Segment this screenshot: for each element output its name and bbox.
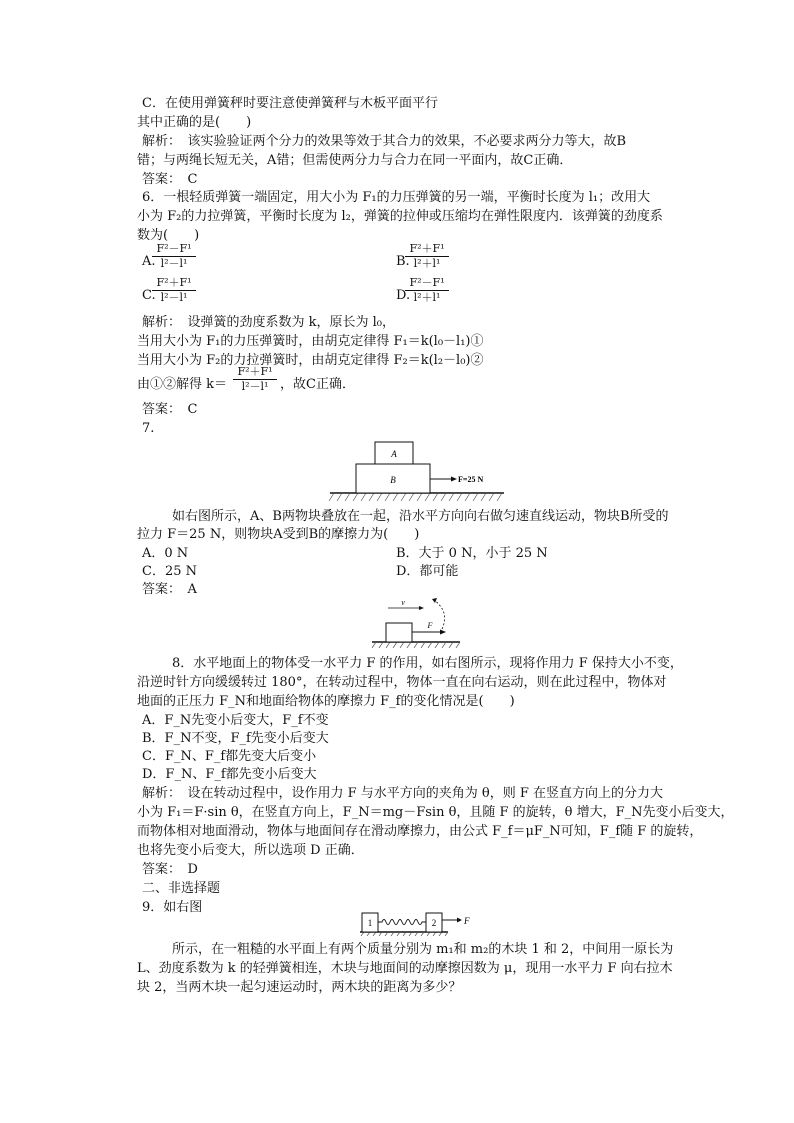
q9-block-1-label: 1 bbox=[367, 918, 373, 928]
q8-option-c: C．F_N、F_f都先变大后变小 bbox=[142, 749, 317, 764]
q7-option-a: A．0 N bbox=[142, 546, 189, 561]
answer8: 答案： D bbox=[142, 862, 198, 877]
q6-option-a-den: l²－l¹ bbox=[160, 257, 188, 270]
q8-line1: 8．水平地面上的物体受一水平力 F 的作用，如右图所示，现将作用力 F 保持大小不变， bbox=[172, 656, 683, 671]
q9-force-head bbox=[457, 918, 462, 923]
q6-option-d-letter: D. bbox=[396, 288, 411, 303]
q9-spring bbox=[378, 920, 426, 925]
q6-option-c-den: l²－l¹ bbox=[160, 291, 188, 304]
c-option-line: C．在使用弹簧秤时要注意使弹簧秤与木板平面平行 bbox=[142, 96, 438, 111]
q6-option-c-num: F²＋F¹ bbox=[152, 277, 196, 291]
q8-rotation-arc bbox=[434, 600, 445, 629]
analysis6-k-num: F²＋F¹ bbox=[233, 366, 277, 380]
q6-option-b-letter: B. bbox=[396, 254, 410, 269]
analysis8-line2: 小为 F₁＝F·sin θ，在竖直方向上，F_N＝mg－Fsin θ，且随 F 的旋转，θ 增大，F_N先变小后变大， bbox=[137, 805, 734, 820]
q8-line3: 地面的正压力 F_N和地面给物体的摩擦力 F_f的变化情况是( ) bbox=[137, 694, 515, 709]
analysis8-line1: 解析： 设在转动过程中，设作用力 F 与水平方向的夹角为 θ，则 F 在竖直方向上的分力大 bbox=[142, 786, 664, 801]
q6-option-d-num: F²－F¹ bbox=[405, 277, 449, 291]
analysis5-line1: 解析： 该实验验证两个分力的效果等效于其合力的效果，不必要求两分力等大，故B bbox=[142, 134, 627, 149]
q8-velocity-head bbox=[419, 606, 424, 610]
q6-line1: 6．一根轻质弹簧一端固定，用大小为 F₁的力压弹簧的另一端，平衡时长度为 l₁；改用大 bbox=[142, 190, 651, 205]
analysis6-line1: 解析： 设弹簧的劲度系数为 k，原长为 l₀， bbox=[142, 315, 396, 330]
q8-ground-hatch bbox=[372, 642, 460, 648]
answer5: 答案： C bbox=[142, 172, 198, 187]
answer6: 答案： C bbox=[142, 402, 198, 417]
q6-option-b-num: F²＋F¹ bbox=[405, 243, 449, 257]
analysis6-line3: 当用大小为 F₂的力拉弹簧时，由胡克定律得 F₂＝k(l₂－l₀)② bbox=[137, 353, 484, 368]
q7-option-b: B．大于 0 N，小于 25 N bbox=[396, 546, 548, 561]
q9-line2: 所示，在一粗糙的水平面上有两个质量分别为 m₁和 m₂的木块 1 和 2，中间用一原长为 bbox=[172, 942, 674, 957]
q8-force-label: F bbox=[427, 621, 433, 630]
q9-block-2-label: 2 bbox=[431, 918, 437, 928]
answer7: 答案： A bbox=[142, 582, 197, 597]
q9-line3: L、劲度系数为 k 的轻弹簧相连，木块与地面间的动摩擦因数为 μ，现用一水平力 F 向右拉木 bbox=[137, 961, 673, 976]
q6-option-c-fraction bbox=[152, 277, 196, 304]
analysis6-line4-start: 由①②解得 k＝ bbox=[137, 377, 228, 392]
q7-line1: 如右图所示，A、B两物块叠放在一起，沿水平方向向右做匀速直线运动，物块B所受的 bbox=[172, 509, 669, 524]
q6-line3: 数为( ) bbox=[137, 228, 200, 243]
q6-line2: 小为 F₂的力拉弹簧，平衡时长度为 l₂，弹簧的拉伸或压缩均在弹性限度内．该弹簧的劲度系 bbox=[137, 209, 663, 224]
q6-option-b-den: l²＋l¹ bbox=[413, 257, 441, 270]
q7-label-b: B bbox=[390, 475, 396, 485]
analysis5-line2: 错；与两绳长短无关，A错；但需使两分力与合力在同一平面内，故C正确． bbox=[137, 153, 573, 168]
q7-figure bbox=[326, 436, 516, 506]
which-correct-line: 其中正确的是( ) bbox=[137, 115, 252, 130]
q7-number: 7. bbox=[142, 421, 155, 436]
q6-option-a-num: F²－F¹ bbox=[152, 243, 196, 257]
q8-figure bbox=[366, 596, 466, 648]
q7-line2: 拉力 F＝25 N，则物块A受到B的摩擦力为( ) bbox=[137, 527, 420, 542]
q9-force-label: F bbox=[464, 916, 470, 926]
q7-ground-hatch bbox=[329, 493, 502, 501]
q8-option-b: B．F_N不变，F_f先变小后变大 bbox=[142, 731, 329, 746]
q6-option-d-den: l²＋l¹ bbox=[413, 291, 441, 304]
q6-option-b-fraction bbox=[405, 243, 449, 270]
analysis6-k-den: l²－l¹ bbox=[241, 380, 269, 393]
q7-label-a: A bbox=[391, 449, 397, 459]
q6-option-a-letter: A. bbox=[142, 254, 156, 269]
q8-force-head bbox=[440, 630, 446, 635]
analysis6-k-fraction bbox=[233, 366, 277, 393]
analysis8-line4: 也将先变小后变大，所以选项 D 正确． bbox=[137, 843, 364, 858]
analysis6-line2: 当用大小为 F₁的力压弹簧时，由胡克定律得 F₁＝k(l₀－l₁)① bbox=[137, 334, 484, 349]
q9-line1: 9．如右图 bbox=[142, 900, 203, 915]
q6-option-a-fraction bbox=[152, 243, 196, 270]
q9-line4: 块 2，当两木块一起匀速运动时，两木块的距离为多少？ bbox=[137, 980, 462, 995]
analysis6-line4-end: ，故C正确． bbox=[280, 377, 355, 392]
section-heading: 二、非选择题 bbox=[142, 881, 221, 896]
q7-option-d: D．都可能 bbox=[396, 564, 459, 579]
q8-velocity-label: v bbox=[401, 598, 405, 607]
analysis8-line3: 而物体相对地面滑动，物体与地面间存在滑动摩擦力，由公式 F_f＝μF_N可知，F_f随 F 的旋转， bbox=[137, 824, 703, 839]
q8-option-a: A．F_N先变小后变大，F_f不变 bbox=[142, 713, 329, 728]
q8-block bbox=[386, 623, 412, 642]
q6-option-c-letter: C. bbox=[142, 288, 156, 303]
q8-option-d: D．F_N、F_f都先变小后变大 bbox=[142, 767, 317, 782]
q6-option-d-fraction bbox=[405, 277, 449, 304]
q7-option-c: C．25 N bbox=[142, 564, 197, 579]
q8-line2: 沿逆时针方向缓缓转过 180°，在转动过程中，物体一直在向右运动，则在此过程中，物体对 bbox=[137, 675, 667, 690]
q7-arrow-head bbox=[451, 477, 457, 482]
q9-figure bbox=[358, 910, 476, 936]
q7-force-label: F=25 N bbox=[458, 475, 484, 484]
